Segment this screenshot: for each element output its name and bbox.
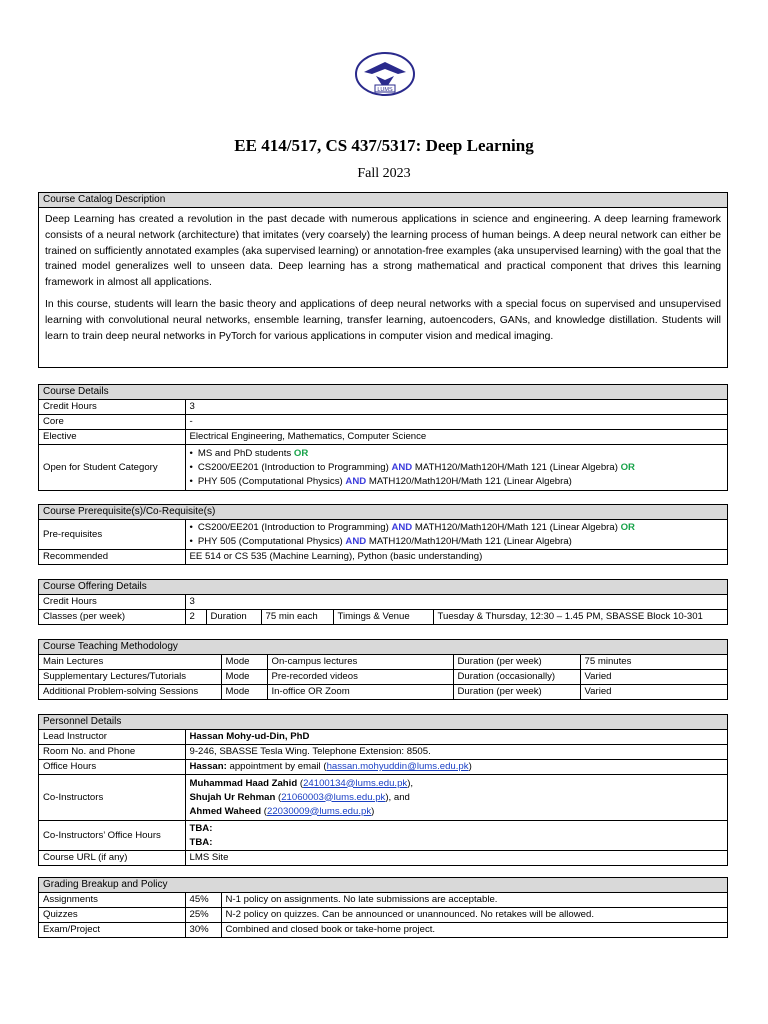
course-url-value: LMS Site [185,851,727,866]
table-row [39,655,727,670]
mode-label: Mode [221,655,267,670]
catalog-paragraph-1: Deep Learning has created a revolution in the past decade with numerous applications in science and engineering. A deep learning framework consists of a neural network (architecture) that imitates (very coarsely) the learning process of human beings. A deep neural network can either be trained on sufficiently annotated examples (aka supervised learning) or annotation-free examples (aka unsupervised learning) with the goal that the trained model generalizes well to unseen data. Deep learning has a strong mathematical and practical component that drives this learning framework in almost all applications. [45,214,721,289]
email-link[interactable]: 24100134@lums.edu.pk [303,777,408,789]
catalog-section [38,192,728,368]
method-name: Supplementary Lectures/Tutorials [39,670,221,685]
office-hours-value: Hassan: appointment by email (hassan.mohyuddin@lums.edu.pk) [185,760,727,775]
timing-value: Tuesday & Thursday, 12:30 – 1.45 PM, SBASSE Block 10-301 [433,610,727,625]
personnel-section [38,714,728,866]
mode-value: In-office OR Zoom [267,685,453,700]
room-value: 9-246, SBASSE Tesla Wing. Telephone Extension: 8505. [185,745,727,760]
grade-item: Quizzes [39,908,185,923]
table-row [39,908,727,923]
email-link[interactable]: 22030009@lums.edu.pk [266,805,372,817]
duration-value: 75 min each [261,610,333,625]
grade-percent: 45% [185,893,221,908]
credit-hours-value: 3 [185,400,727,415]
catalog-header: Course Catalog Description [39,193,727,208]
method-header: Course Teaching Methodology [39,640,727,655]
course-details-section [38,384,728,491]
table-row [39,893,727,908]
offering-header: Course Offering Details [39,580,727,595]
recommended-value: EE 514 or CS 535 (Machine Learning), Python (basic understanding) [185,550,727,565]
offering-credit-label: Credit Hours [39,595,185,610]
offering-section [38,579,728,625]
method-name: Additional Problem-solving Sessions [39,685,221,700]
duration-value: Varied [580,670,727,685]
co-instructors-value: Muhammad Haad Zahid (24100134@lums.edu.pk), Shujah Ur Rehman (21060003@lums.edu.pk), and Ahmed Waheed (22030009@lums.edu.pk) [185,775,727,821]
course-title: EE 414/517, CS 437/5317: Deep Learning [234,136,534,155]
grade-percent: 30% [185,923,221,938]
lead-instructor-value: Hassan Mohy-ud-Din, PhD [185,730,727,745]
classes-label: Classes (per week) [39,610,185,625]
personnel-header: Personnel Details [39,715,727,730]
timing-label: Timings & Venue [333,610,433,625]
duration-label: Duration (per week) [453,655,580,670]
duration-label: Duration [206,610,261,625]
grade-policy: Combined and closed book or take-home project. [221,923,727,938]
method-name: Main Lectures [39,655,221,670]
mode-value: On-campus lectures [267,655,453,670]
recommended-label: Recommended [39,550,185,565]
co-office-hours-value: TBA: TBA: [185,821,727,851]
core-value: - [185,415,727,430]
prerequisites-section [38,504,728,565]
co-office-hours-label: Co-Instructors’ Office Hours [39,821,185,851]
prereq-label: Pre-requisites [39,520,185,550]
open-category-list [190,447,724,489]
course-url-label: Course URL (if any) [39,851,185,866]
grading-section [38,877,728,938]
duration-value: 75 minutes [580,655,727,670]
grade-policy: N-1 policy on assignments. No late submissions are acceptable. [221,893,727,908]
grade-item: Exam/Project [39,923,185,938]
credit-hours-label: Credit Hours [39,400,185,415]
elective-label: Elective [39,430,185,445]
open-category-label: Open for Student Category [39,445,185,491]
course-term: Fall 2023 [357,166,411,181]
offering-credit-value: 3 [185,595,727,610]
list-item: • PHY 505 (Computational Physics) AND MATH120/Math120H/Math 121 (Linear Algebra) [190,535,724,549]
grade-policy: N-2 policy on quizzes. Can be announced or unannounced. No retakes will be allowed. [221,908,727,923]
mode-label: Mode [221,670,267,685]
co-instructors-label: Co-Instructors [39,775,185,821]
logo-text: LUMS [377,87,393,93]
table-row [39,685,727,700]
email-link[interactable]: hassan.mohyuddin@lums.edu.pk [326,761,469,772]
office-hours-label: Office Hours [39,760,185,775]
grade-percent: 25% [185,908,221,923]
grade-item: Assignments [39,893,185,908]
elective-value: Electrical Engineering, Mathematics, Computer Science [185,430,727,445]
catalog-paragraph-2: In this course, students will learn the basic theory and applications of deep neural networks with a special focus on supervised and unsupervised learning with convolutional neural networks, ensemble learning, transfer learning, autoencoders, GANs, and knowledge distillation. Students will learn to train deep neural networks in PyTorch for various applications in computer vision and medical imaging. [45,298,721,342]
methodology-section [38,639,728,700]
prereq-list [190,521,724,549]
list-item: • CS200/EE201 (Introduction to Programming) AND MATH120/Math120H/Math 121 (Linear Algebra) OR [190,521,724,535]
room-label: Room No. and Phone [39,745,185,760]
duration-value: Varied [580,685,727,700]
grading-header: Grading Breakup and Policy [39,878,727,893]
lead-instructor-label: Lead Instructor [39,730,185,745]
list-item: • MS and PhD students OR [190,447,724,461]
list-item: • PHY 505 (Computational Physics) AND MATH120/Math120H/Math 121 (Linear Algebra) [190,475,724,489]
list-item: • CS200/EE201 (Introduction to Programming) AND MATH120/Math120H/Math 121 (Linear Algebra) OR [190,461,724,475]
classes-value: 2 [185,610,206,625]
mode-value: Pre-recorded videos [267,670,453,685]
table-row [39,923,727,938]
details-header: Course Details [39,385,727,400]
lums-logo [354,52,416,98]
mode-label: Mode [221,685,267,700]
core-label: Core [39,415,185,430]
table-row [39,670,727,685]
email-link[interactable]: 21060003@lums.edu.pk [281,791,386,803]
duration-label: Duration (per week) [453,685,580,700]
duration-label: Duration (occasionally) [453,670,580,685]
prereq-header: Course Prerequisite(s)/Co-Requisite(s) [39,505,727,520]
